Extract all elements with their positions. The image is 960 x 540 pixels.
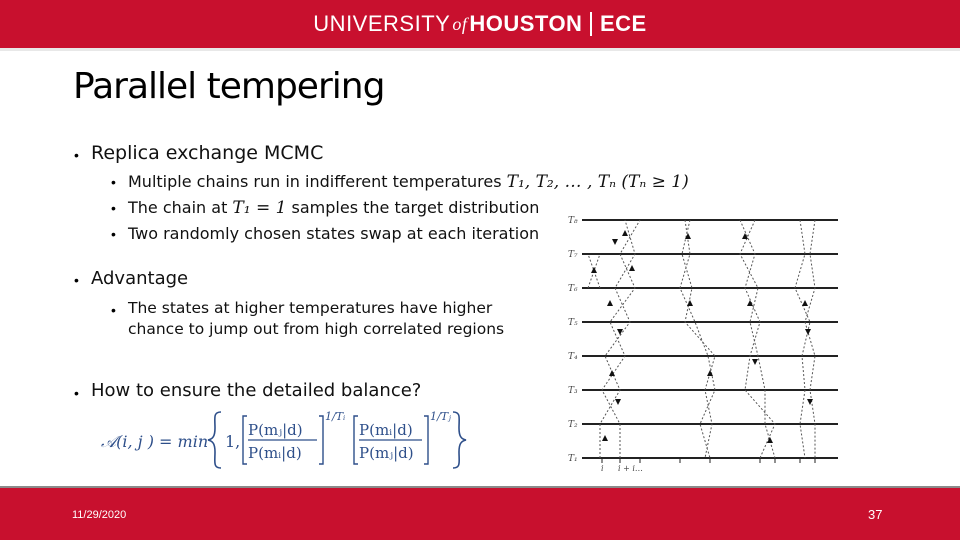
temperature-label: T₆ — [568, 284, 578, 294]
formula-exponent-2: 1/Tⱼ — [430, 410, 451, 423]
bullet-dot: • — [74, 385, 79, 401]
temperature-label: T₈ — [568, 216, 578, 226]
temperature-label: T₃ — [568, 386, 578, 396]
bullet-multiple-chains — [128, 172, 689, 192]
logo-department: ECE — [599, 11, 647, 36]
bullet-dot: • — [74, 272, 79, 288]
bullet-advantage-detail-2: chance to jump out from high correlated regions — [128, 320, 505, 338]
logo-of: of — [452, 13, 468, 34]
bullet-advantage: Advantage — [91, 268, 189, 289]
chain-at-prefix: The chain at — [128, 198, 233, 217]
bullet-dot: • — [111, 200, 116, 216]
formula-denominator-1: P(mᵢ|d) — [248, 444, 302, 462]
logo-houston: HOUSTON — [469, 11, 583, 36]
header-divider — [0, 48, 960, 51]
temperature-label: T₇ — [568, 250, 578, 260]
slide-title: Parallel tempering — [73, 66, 385, 107]
temperature-label: T₂ — [568, 420, 578, 430]
formula-denominator-2: P(mⱼ|d) — [359, 444, 414, 462]
university-logo — [0, 0, 960, 48]
x-label-i-plus: i + i… — [618, 464, 643, 473]
bullet-swap: Two randomly chosen states swap at each iteration — [128, 224, 540, 243]
formula-numerator-1: P(mⱼ|d) — [248, 421, 303, 439]
acceptance-formula — [95, 406, 475, 472]
bullet-dot: • — [111, 302, 116, 318]
arrow-markers — [591, 230, 813, 443]
x-label-i: i — [601, 464, 604, 473]
bullet-replica-exchange: Replica exchange MCMC — [91, 142, 324, 164]
tempering-diagram — [560, 205, 845, 475]
formula-right-brace — [453, 412, 466, 468]
chain-at-suffix: samples the target distribution — [286, 198, 540, 217]
bullet-dot: • — [111, 226, 116, 242]
footer-bar — [0, 488, 960, 540]
swap-paths — [588, 220, 815, 458]
multiple-chains-math: T₁, T₂, … , Tₙ (Tₙ ≥ 1) — [506, 172, 689, 192]
multiple-chains-text: Multiple chains run in indifferent temperatures — [128, 172, 507, 191]
page-number: 37 — [868, 507, 883, 522]
bullet-dot: • — [74, 147, 79, 163]
bullet-detailed-balance: How to ensure the detailed balance? — [91, 380, 422, 401]
formula-exponent-1: 1/Tᵢ — [325, 410, 346, 423]
logo-university: UNIVERSITY — [313, 11, 451, 36]
formula-left-brace — [208, 412, 221, 468]
formula-one: 1, — [225, 432, 241, 451]
slide-date: 11/29/2020 — [72, 509, 127, 521]
bullet-chain-at — [128, 198, 539, 218]
formula-numerator-2: P(mᵢ|d) — [359, 421, 413, 439]
chain-at-math: T₁ = 1 — [232, 198, 287, 218]
logo-separator — [590, 12, 592, 36]
temperature-label: T₄ — [568, 352, 578, 362]
bullet-dot: • — [111, 174, 116, 190]
temperature-label: T₅ — [568, 318, 578, 328]
temperature-label: T₁ — [568, 454, 578, 464]
bullet-advantage-detail-1: The states at higher temperatures have higher — [128, 299, 493, 317]
formula-lhs: 𝒜(i, j ) = min — [101, 432, 209, 451]
